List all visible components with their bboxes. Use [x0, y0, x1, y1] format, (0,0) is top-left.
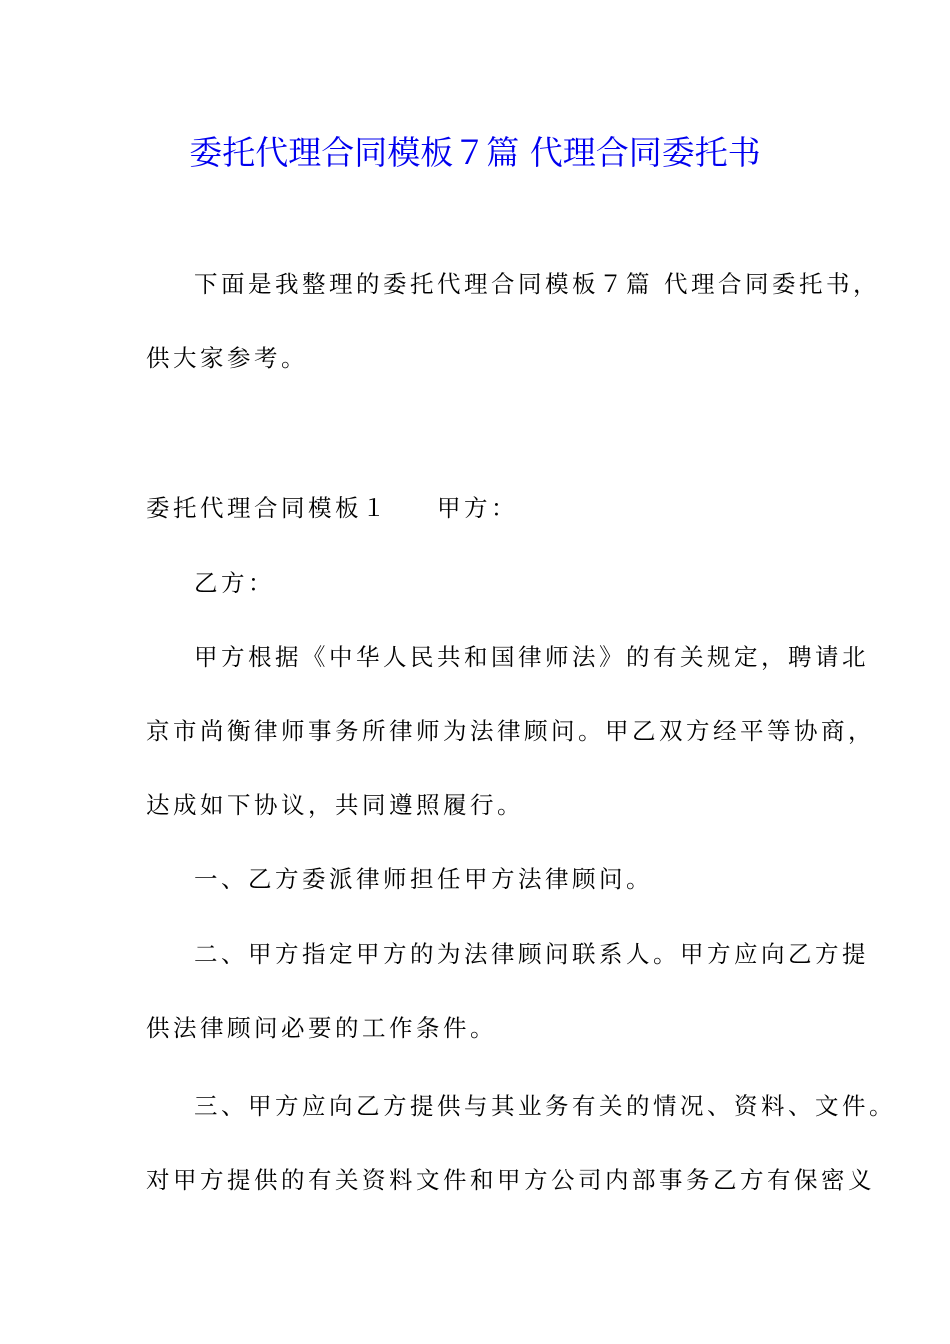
clause-2-line-1: 二、甲方指定甲方的为法律顾问联系人。甲方应向乙方提 [194, 940, 869, 968]
intro-line-1: 下面是我整理的委托代理合同模板７篇 代理合同委托书， [194, 270, 880, 298]
intro-paragraph [146, 247, 880, 395]
preamble-paragraph [146, 620, 875, 842]
party-b-label: 乙方： [194, 569, 275, 597]
clause-3-line-2: 对甲方提供的有关资料文件和甲方公司内部事务乙方有保密义 [146, 1166, 875, 1194]
preamble-line-2: 京市尚衡律师事务所律师为法律顾问。甲乙双方经平等协商， [146, 717, 875, 745]
heading-line [146, 471, 811, 545]
party-b-paragraph [146, 546, 811, 620]
clause-1-paragraph [146, 842, 811, 916]
preamble-line-1: 甲方根据《中华人民共和国律师法》的有关规定，聘请北 [194, 643, 869, 671]
party-a-label: 甲方： [437, 494, 518, 522]
template-1-heading-line [146, 471, 811, 545]
clause-2-line-2: 供法律顾问必要的工作条件。 [146, 1014, 497, 1042]
document-title: 委托代理合同模板７篇 代理合同委托书 [189, 133, 761, 172]
clause-1-line-1: 一、乙方委派律师担任甲方法律顾问。 [194, 865, 653, 893]
clause-3-line-1: 三、甲方应向乙方提供与其业务有关的情况、资料、文件。 [194, 1092, 896, 1120]
preamble-line-3: 达成如下协议，共同遵照履行。 [146, 791, 524, 819]
intro-line-2: 供大家参考。 [146, 344, 308, 372]
clause-2-paragraph [146, 917, 869, 1065]
template-1-heading: 委托代理合同模板１ [146, 494, 389, 522]
clause-3-paragraph [146, 1069, 896, 1217]
